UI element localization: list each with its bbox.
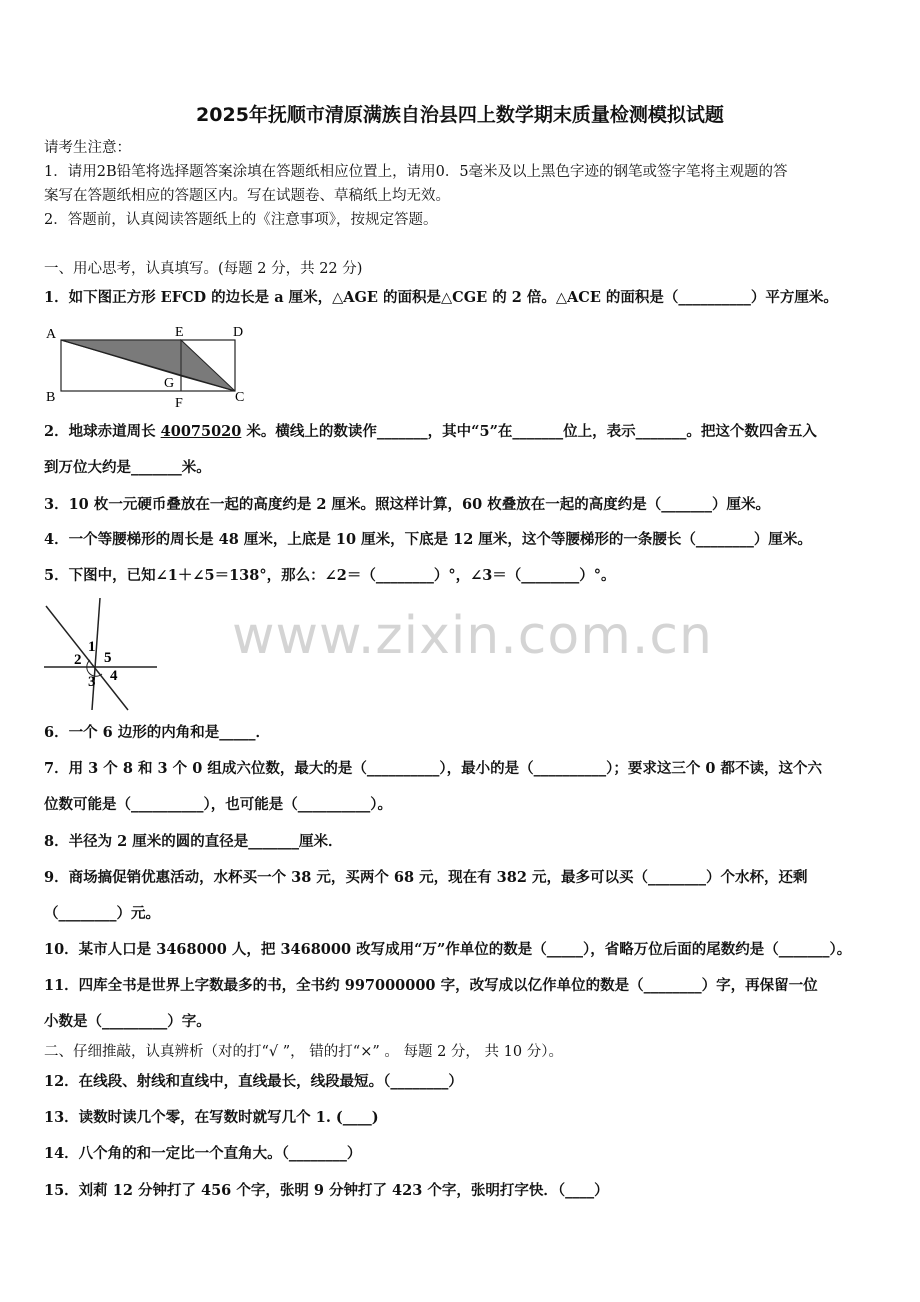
question-5: 5．下图中，已知∠1＋∠5＝138°，那么：∠2＝（________）°，∠3＝（________）°。 [44,567,616,584]
label-g: G [164,376,175,391]
intersecting-lines-figure [40,594,165,714]
label-f: F [175,396,183,411]
section-1-heading: 一、用心思考，认真填写。(每题 2 分，共 22 分) [44,261,363,277]
question-11-line-1: 11．四库全书是世界上字数最多的书，全书约 997000000 字，改写成以亿作单位的数是（________）字，再保留一位 [44,977,818,994]
question-15: 15．刘莉 12 分钟打了 456 个字，张明 9 分钟打了 423 个字，张明打字快．（____） [44,1182,609,1199]
question-7-line-1: 7．用 3 个 8 和 3 个 0 组成六位数，最大的是（__________），最小的是（__________）；要求这三个 0 都不读，这个六 [44,760,823,777]
question-7-line-2: 位数可能是（__________），也可能是（__________）。 [44,796,392,813]
diagonal-line [46,606,128,710]
label-a: A [46,327,57,342]
label-e: E [175,325,184,340]
label-d: D [233,325,244,340]
question-11-line-2: 小数是（_________）字。 [44,1013,211,1030]
question-12: 12．在线段、射线和直线中，直线最长，线段最短。（________） [44,1073,463,1090]
angle-label-1: 1 [88,639,96,655]
angle-label-5: 5 [104,650,112,666]
angle-label-3: 3 [88,674,96,690]
question-1: 1．如下图正方形 EFCD 的边长是 a 厘米，△AGE 的面积是△CGE 的 2 倍。△ACE 的面积是（__________）平方厘米。 [44,289,838,306]
question-13: 13．读数时读几个零，在写数时就写几个 1. (____) [44,1109,379,1126]
watermark: www.zixin.com.cn [232,606,713,666]
question-6: 6．一个 6 边形的内角和是_____． [44,724,271,741]
question-3: 3．10 枚一元硬币叠放在一起的高度约是 2 厘米。照这样计算，60 枚叠放在一起的高度约是（_______）厘米。 [44,496,770,513]
q2-number: 40075020 [160,423,242,440]
angle-label-4: 4 [110,668,118,684]
question-4: 4．一个等腰梯形的周长是 48 厘米，上底是 10 厘米，下底是 12 厘米，这个等腰梯形的一条腰长（________）厘米。 [44,531,812,548]
notice-item-1b: 案写在答题纸相应的答题区内。写在试题卷、草稿纸上均无效。 [44,188,450,204]
question-9-line-2: （________）元。 [44,905,160,922]
q2-suffix: 米。横线上的数读作_______，其中“5”在_______位上，表示_______。把这个数四舍五入 [241,423,817,440]
notice-item-1a: 1．请用2B铅笔将选择题答案涂填在答题纸相应位置上，请用0．5毫米及以上黑色字迹的钢笔或签字笔将主观题的答 [44,164,788,180]
section-2-heading: 二、仔细推敲，认真辨析（对的打“√ ”， 错的打“×” 。 每题 2 分， 共 10 分）。 [44,1044,563,1060]
question-2-line-1 [44,422,880,442]
angle-label-2: 2 [74,652,82,668]
notice-item-2: 2．答题前，认真阅读答题纸上的《注意事项》，按规定答题。 [44,212,438,228]
page-title: 2025年抚顺市清原满族自治县四上数学期末质量检测模拟试题 [196,104,724,126]
label-c: C [235,390,245,405]
question-2-line-2: 到万位大约是_______米。 [44,459,211,476]
question-9-line-1: 9．商场搞促销优惠活动，水杯买一个 38 元，买两个 68 元，现在有 382 元，最多可以买（________）个水杯，还剩 [44,869,808,886]
question-14: 14．八个角的和一定比一个直角大。（________） [44,1145,362,1162]
square-triangle-figure [40,318,260,412]
label-b: B [46,390,56,405]
question-10: 10．某市人口是 3468000 人，把 3468000 改写成用“万”作单位的数是（_____），省略万位后面的尾数约是（_______）。 [44,941,852,958]
notice-heading: 请考生注意： [44,140,131,156]
question-8: 8．半径为 2 厘米的圆的直径是_______厘米． [44,833,343,850]
q2-prefix: 2．地球赤道周长 [44,423,161,440]
